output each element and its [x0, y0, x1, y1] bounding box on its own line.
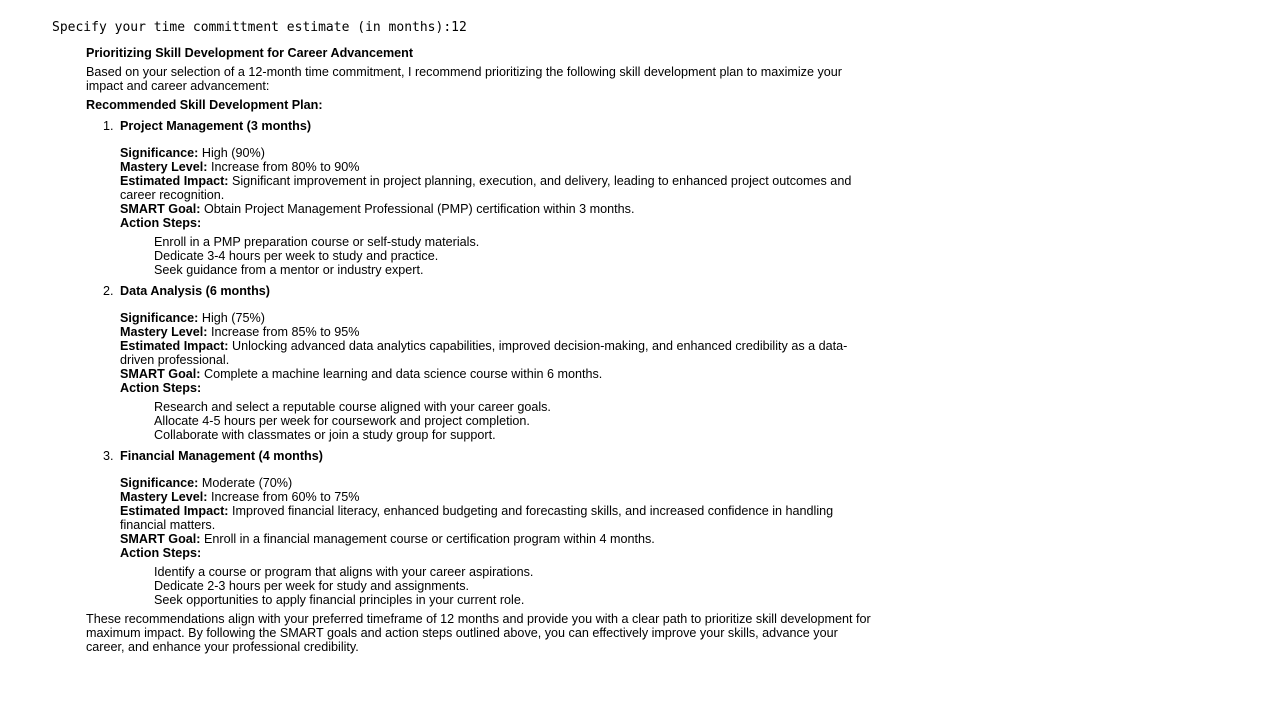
impact-label: Estimated Impact: [120, 174, 229, 188]
section-number: 3. [103, 449, 114, 463]
impact-line [120, 504, 876, 532]
steps-label: Action Steps: [120, 216, 202, 230]
significance-value: High (75%) [201, 311, 265, 325]
skill-section [86, 284, 876, 442]
impact-value: Significant improvement in project planning, execution, and delivery, leading to enhanced project outcomes and career recognition. [120, 174, 852, 202]
steps-label-line [120, 216, 876, 230]
steps-label-line [120, 546, 876, 560]
section-title [86, 449, 876, 463]
significance-value: Moderate (70%) [201, 476, 293, 490]
action-step: Identify a course or program that aligns with your career aspirations. [154, 565, 534, 579]
goal-line [120, 367, 876, 381]
skill-section [86, 449, 876, 607]
mastery-value: Increase from 60% to 75% [211, 490, 360, 504]
action-step: Dedicate 3-4 hours per week to study and practice. [154, 249, 439, 263]
goal-label: SMART Goal: [120, 367, 201, 381]
response-title: Prioritizing Skill Development for Career Advancement [86, 46, 414, 60]
steps-label: Action Steps: [120, 381, 202, 395]
significance-line [120, 311, 876, 325]
significance-line [120, 476, 876, 490]
significance-label: Significance: [120, 476, 199, 490]
goal-value: Obtain Project Management Professional (PMP) certification within 3 months. [203, 202, 635, 216]
section-number: 1. [103, 119, 114, 133]
intro-paragraph: Based on your selection of a 12-month time commitment, I recommend prioritizing the following skill development plan to maximize your impact and career advancement: [86, 65, 842, 93]
goal-label: SMART Goal: [120, 532, 201, 546]
impact-label: Estimated Impact: [120, 504, 229, 518]
significance-label: Significance: [120, 146, 199, 160]
skill-section [86, 119, 876, 277]
skill-sections-list [86, 119, 876, 607]
impact-value: Unlocking advanced data analytics capabilities, improved decision-making, and enhanced credibility as a data-driven professional. [120, 339, 848, 367]
section-details [86, 476, 876, 607]
action-step: Seek opportunities to apply financial principles in your current role. [154, 593, 525, 607]
goal-line [120, 532, 876, 546]
impact-line [120, 339, 876, 367]
section-title [86, 119, 876, 133]
action-steps-list [120, 565, 876, 607]
action-step: Enroll in a PMP preparation course or self-study materials. [154, 235, 480, 249]
section-title-text: Project Management (3 months) [120, 119, 312, 133]
section-title [86, 284, 876, 298]
response-content [86, 46, 876, 654]
mastery-line [120, 160, 876, 174]
action-step: Seek guidance from a mentor or industry expert. [154, 263, 424, 277]
mastery-value: Increase from 80% to 90% [211, 160, 360, 174]
action-step: Research and select a reputable course aligned with your career goals. [154, 400, 551, 414]
goal-label: SMART Goal: [120, 202, 201, 216]
action-steps-list [120, 400, 876, 442]
section-details [86, 311, 876, 442]
impact-line [120, 174, 876, 202]
time-commitment-prompt: Specify your time committment estimate (in months):12 [52, 20, 467, 35]
action-step: Allocate 4-5 hours per week for coursework and project completion. [154, 414, 530, 428]
goal-value: Complete a machine learning and data science course within 6 months. [203, 367, 603, 381]
impact-label: Estimated Impact: [120, 339, 229, 353]
mastery-label: Mastery Level: [120, 325, 208, 339]
section-title-text: Financial Management (4 months) [120, 449, 323, 463]
action-steps-list [120, 235, 876, 277]
steps-label: Action Steps: [120, 546, 202, 560]
goal-value: Enroll in a financial management course or certification program within 4 months. [203, 532, 655, 546]
section-details [86, 146, 876, 277]
mastery-line [120, 490, 876, 504]
mastery-line [120, 325, 876, 339]
mastery-label: Mastery Level: [120, 490, 208, 504]
action-step: Collaborate with classmates or join a study group for support. [154, 428, 496, 442]
significance-value: High (90%) [201, 146, 265, 160]
impact-value: Improved financial literacy, enhanced budgeting and forecasting skills, and increased confidence in handling financial matters. [120, 504, 834, 532]
goal-line [120, 202, 876, 216]
plan-heading: Recommended Skill Development Plan: [86, 98, 323, 112]
closing-paragraph: These recommendations align with your preferred timeframe of 12 months and provide you with a clear path to prioritize skill development for maximum impact. By following the SMART goals and action steps outlined above, you can effectively improve your skills, advance your career, and enhance your professional credibility. [86, 612, 871, 654]
section-title-text: Data Analysis (6 months) [120, 284, 270, 298]
section-number: 2. [103, 284, 114, 298]
steps-label-line [120, 381, 876, 395]
significance-line [120, 146, 876, 160]
significance-label: Significance: [120, 311, 199, 325]
action-step: Dedicate 2-3 hours per week for study and assignments. [154, 579, 470, 593]
mastery-label: Mastery Level: [120, 160, 208, 174]
mastery-value: Increase from 85% to 95% [211, 325, 360, 339]
